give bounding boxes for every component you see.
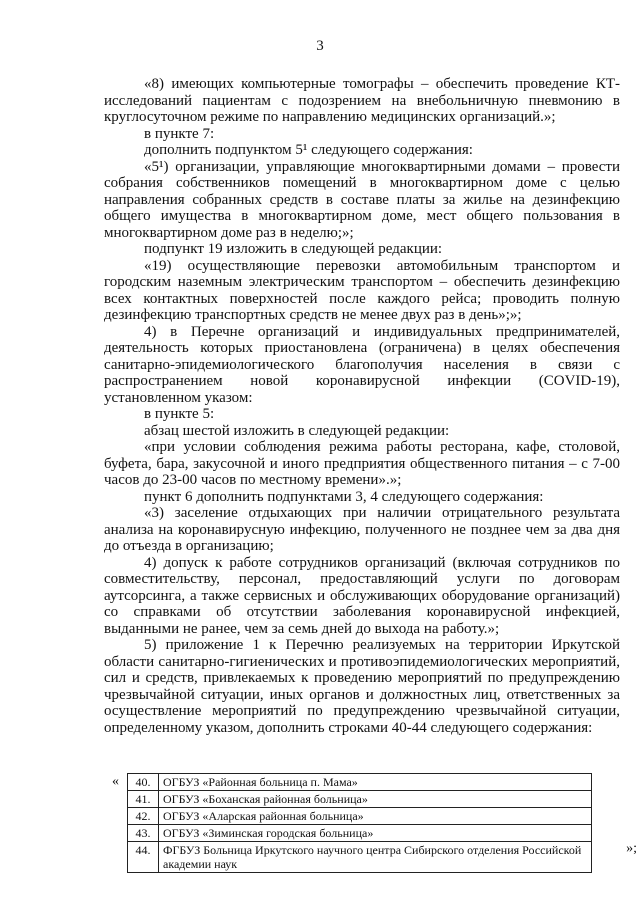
- paragraph: 4) в Перечне организаций и индивидуальных предпринимателей, деятельность которых приостановлена (ограничена) в целях обеспечения санитарно-эпидемиологического благополучия населения в связи с распространением новой коронавирусной инфекции (COVID-19), установленном указом:: [104, 323, 620, 406]
- row-number: 41.: [128, 791, 159, 808]
- row-number: 40.: [128, 774, 159, 791]
- row-number: 42.: [128, 808, 159, 825]
- table-row: [128, 808, 592, 825]
- hospital-rows-block: [112, 773, 637, 873]
- paragraph: пункт 6 дополнить подпунктами 3, 4 следующего содержания:: [144, 488, 544, 505]
- table-row: [128, 842, 592, 873]
- closing-quote: »;: [626, 841, 637, 856]
- paragraph: «3) заселение отдыхающих при наличии отрицательного результата анализа на коронавирусную инфекцию, полученного не позднее чем за два дня до отъезда в организацию;: [104, 505, 620, 554]
- page-number: 3: [316, 38, 324, 54]
- paragraph: в пункте 5:: [144, 406, 215, 422]
- row-organization: ОГБУЗ «Зиминская городская больница»: [159, 825, 592, 842]
- hospital-table: [127, 773, 592, 873]
- row-organization: ОГБУЗ «Аларская районная больница»: [159, 808, 592, 825]
- table-row: [128, 774, 592, 791]
- row-number: 43.: [128, 825, 159, 842]
- paragraph: «5¹) организации, управляющие многоквартирными домами – провести собрания собственников помещений в многоквартирном доме с целью направления собранных средств в составе платы за жилье на дезинфекцию общего имущества в многоквартирном доме, мест общего пользования в многоквартирном доме раз в неделю;»;: [104, 158, 620, 241]
- paragraph: абзац шестой изложить в следующей редакции:: [144, 422, 450, 439]
- paragraph: дополнить подпунктом 5¹ следующего содержания:: [144, 142, 473, 158]
- paragraph: «8) имеющих компьютерные томографы – обеспечить проведение КТ-исследований пациентам с подозрением на внебольничную пневмонию в круглосуточном режиме по направлению медицинских организаций.»;: [104, 76, 620, 125]
- row-organization: ФГБУЗ Больница Иркутского научного центра Сибирского отделения Российской академии наук: [159, 842, 592, 873]
- paragraph: в пункте 7:: [144, 125, 215, 142]
- row-organization: ОГБУЗ «Районная больница п. Мама»: [159, 774, 592, 791]
- table-row: [128, 791, 592, 808]
- paragraph: подпункт 19 изложить в следующей редакции:: [144, 241, 443, 257]
- opening-quote: «: [112, 774, 119, 789]
- paragraph: 4) допуск к работе сотрудников организаций (включая сотрудников по совместительству, персонал, предоставляющий услуги по договорам аутсорсинга, а также сервисных и обслуживающих оборудование организаций) со справками об отсутствии заболевания коронавирусной инфекцией, выданными не ранее, чем за семь дней до выхода на работу.»;: [104, 554, 620, 637]
- paragraph: 5) приложение 1 к Перечню реализуемых на территории Иркутской области санитарно-гигиенических и противоэпидемиологических мероприятий, сил и средств, привлекаемых к проведению мероприятий по предупреждению чрезвычайной ситуации, иных органов и должностных лиц, ответственных за осуществление мероприятий по предупреждению чрезвычайной ситуации, определенному указом, дополнить строками 40-44 следующего содержания:: [104, 637, 620, 736]
- row-number: 44.: [128, 842, 159, 873]
- table-row: [128, 825, 592, 842]
- paragraph: «19) осуществляющие перевозки автомобильным транспортом и городским наземным электрическим транспортом – обеспечить дезинфекцию всех контактных поверхностей после каждого рейса; проводить полную дезинфекцию транспортных средств не менее двух раз в день»;»;: [104, 257, 620, 323]
- paragraph: «при условии соблюдения режима работы ресторана, кафе, столовой, буфета, бара, закусочной и иного предприятия общественного питания – с 7-00 часов до 23-00 часов по местному времени».»;: [104, 439, 620, 488]
- row-organization: ОГБУЗ «Боханская районная больница»: [159, 791, 592, 808]
- document-body: [104, 76, 620, 736]
